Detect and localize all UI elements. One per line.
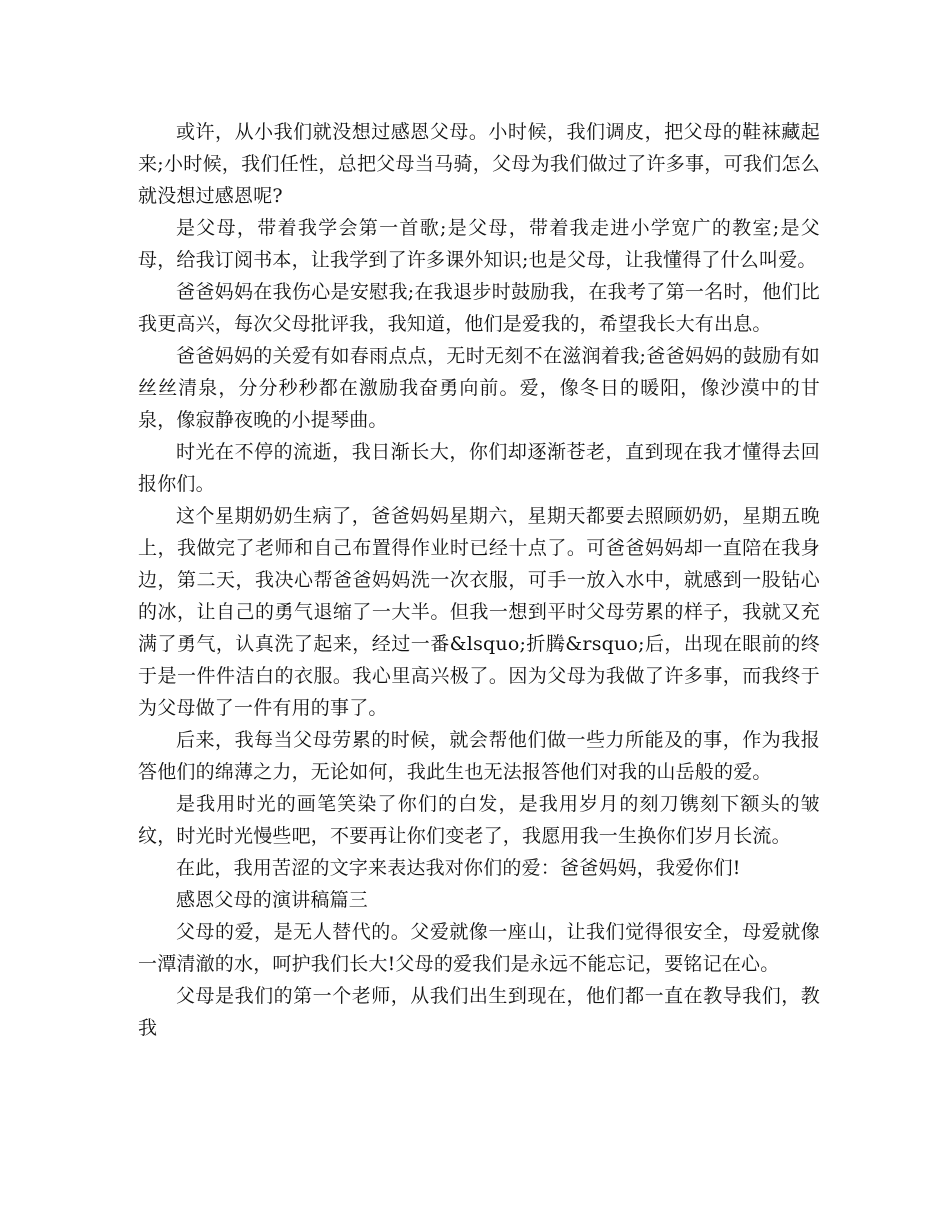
paragraph-7: 后来，我每当父母劳累的时候，就会帮他们做一些力所能及的事，作为我报答他们的绵薄之力，无论如何，我此生也无法报答他们对我的山岳般的爱。	[138, 729, 820, 783]
paragraph-8: 是我用时光的画笔笑染了你们的白发，是我用岁月的刻刀镌刻下额头的皱纹，时光时光慢些吧，不要再让你们变老了，我愿用我一生换你们岁月长流。	[138, 793, 820, 847]
paragraph-3: 爸爸妈妈在我伤心是安慰我;在我退步时鼓励我，在我考了第一名时，他们比我更高兴，每次父母批评我，我知道，他们是爱我的，希望我长大有出息。	[138, 281, 820, 335]
paragraph-10: 父母的爱，是无人替代的。父爱就像一座山，让我们觉得很安全，母爱就像一潭清澈的水，呵护我们长大!父母的爱我们是永远不能忘记，要铭记在心。	[138, 921, 820, 975]
paragraph-5: 时光在不停的流逝，我日渐长大，你们却逐渐苍老，直到现在我才懂得去回报你们。	[138, 441, 820, 495]
paragraph-9: 在此，我用苦涩的文字来表达我对你们的爱：爸爸妈妈，我爱你们!	[176, 857, 741, 879]
paragraph-6: 这个星期奶奶生病了，爸爸妈妈星期六，星期天都要去照顾奶奶，星期五晚上，我做完了老师和自己布置得作业时已经十点了。可爸爸妈妈却一直陪在我身边，第二天，我决心帮爸爸妈妈洗一次衣服，可手一放入水中，就感到一股钻心的冰，让自己的勇气退缩了一大半。但我一想到平时父母劳累的样子，我就又充满了勇气，认真洗了起来，经过一番&lsquo;折腾&rsquo;后，出现在眼前的终于是一件件洁白的衣服。我心里高兴极了。因为父母为我做了许多事，而我终于为父母做了一件有用的事了。	[138, 505, 820, 719]
paragraph-11: 父母是我们的第一个老师，从我们出生到现在，他们都一直在教导我们，教我	[138, 985, 820, 1039]
paragraph-2: 是父母，带着我学会第一首歌;是父母，带着我走进小学宽广的教室;是父母，给我订阅书本，让我学到了许多课外知识;也是父母，让我懂得了什么叫爱。	[138, 217, 820, 271]
section-heading: 感恩父母的演讲稿篇三	[176, 889, 369, 911]
paragraph-1: 或许，从小我们就没想过感恩父母。小时候，我们调皮，把父母的鞋袜藏起来;小时候，我们任性，总把父母当马骑，父母为我们做过了许多事，可我们怎么就没想过感恩呢?	[138, 121, 820, 207]
paragraph-4: 爸爸妈妈的关爱有如春雨点点，无时无刻不在滋润着我;爸爸妈妈的鼓励有如丝丝清泉，分分秒秒都在激励我奋勇向前。爱，像冬日的暖阳，像沙漠中的甘泉，像寂静夜晚的小提琴曲。	[138, 345, 820, 431]
document-body	[138, 116, 820, 1044]
